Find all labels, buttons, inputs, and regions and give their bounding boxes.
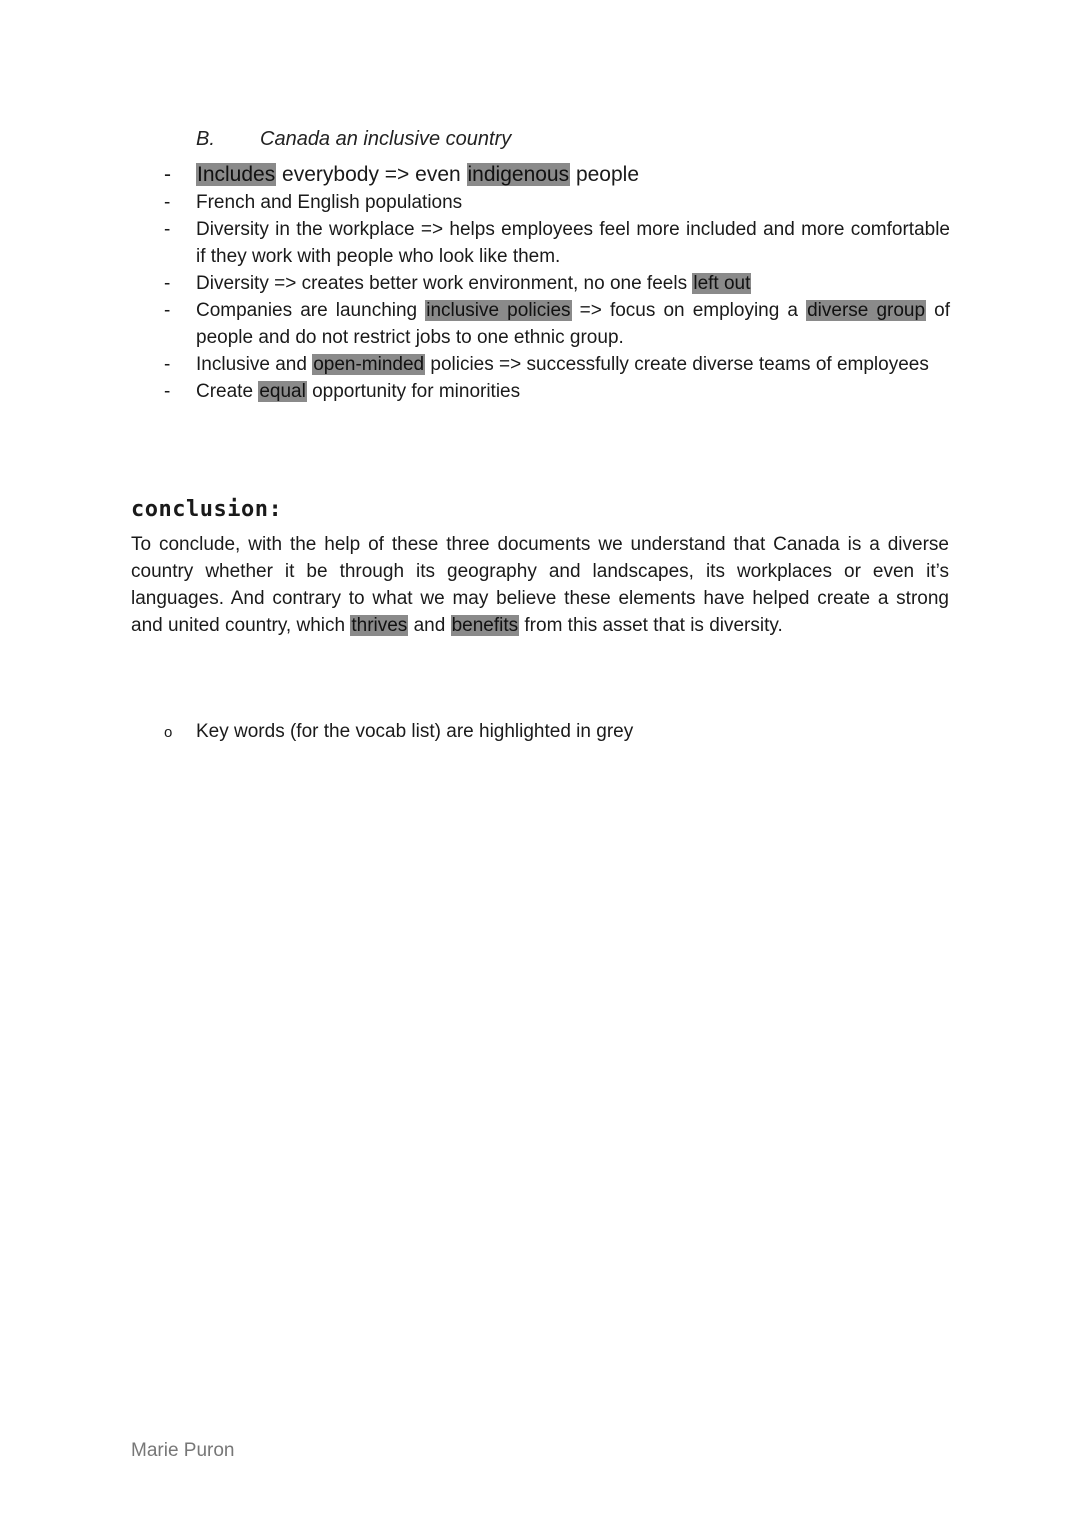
highlighted-keyword: indigenous	[467, 163, 570, 186]
text-segment: Inclusive and	[196, 354, 313, 375]
bullet-item	[160, 297, 950, 351]
text-segment: people	[570, 163, 640, 186]
text-segment: everybody => even	[276, 163, 467, 186]
highlighted-keyword: equal	[259, 381, 306, 402]
bullet-item	[160, 378, 950, 405]
bullet-item	[160, 351, 950, 378]
highlighted-keyword: open-minded	[313, 354, 425, 375]
conclusion-heading: conclusion:	[131, 497, 283, 522]
circle-bullet-icon: o	[164, 724, 173, 741]
highlighted-keyword: diverse group	[807, 300, 926, 321]
note-line	[164, 721, 633, 743]
text-segment: Diversity in the workplace => helps employees feel more included and more comfortable if they work with people who look like them.	[196, 219, 950, 267]
highlighted-keyword: Includes	[197, 163, 276, 186]
text-segment: To conclude, with the help of these three documents we understand that Canada is a diverse country whether it be through its geography and landscapes, its workplaces or even it’s languages. And contrary to what we may believe these elements have helped create a strong and united country, which	[131, 534, 949, 636]
text-segment: of people and do not restrict jobs to one ethnic group.	[196, 300, 950, 348]
highlighted-keyword: inclusive policies	[426, 300, 571, 321]
bullet-item	[160, 160, 950, 189]
text-segment: => focus on employing a	[571, 300, 807, 321]
bullet-item	[160, 216, 950, 270]
text-segment: from this asset that is diversity.	[519, 615, 783, 636]
highlighted-keyword: benefits	[451, 615, 519, 636]
text-segment: opportunity for minorities	[306, 381, 521, 402]
note-text: Key words (for the vocab list) are highlighted in grey	[196, 721, 634, 742]
conclusion-paragraph	[131, 531, 949, 639]
text-segment: policies => successfully create diverse teams of employees	[425, 354, 929, 375]
bullet-item	[160, 270, 950, 297]
section-title: Canada an inclusive country	[260, 128, 512, 150]
section-heading	[196, 128, 511, 151]
section-letter: B.	[196, 128, 215, 150]
bullet-item	[160, 189, 950, 216]
text-segment: Diversity => creates better work environment, no one feels	[196, 273, 693, 294]
text-segment: and	[408, 615, 451, 636]
text-segment: Companies are launching	[196, 300, 426, 321]
author-name: Marie Puron	[131, 1440, 235, 1461]
highlighted-keyword: left out	[693, 273, 751, 294]
highlighted-keyword: thrives	[351, 615, 408, 636]
text-segment: Create	[196, 381, 259, 402]
text-segment: French and English populations	[196, 192, 463, 213]
bullet-list	[160, 160, 950, 405]
